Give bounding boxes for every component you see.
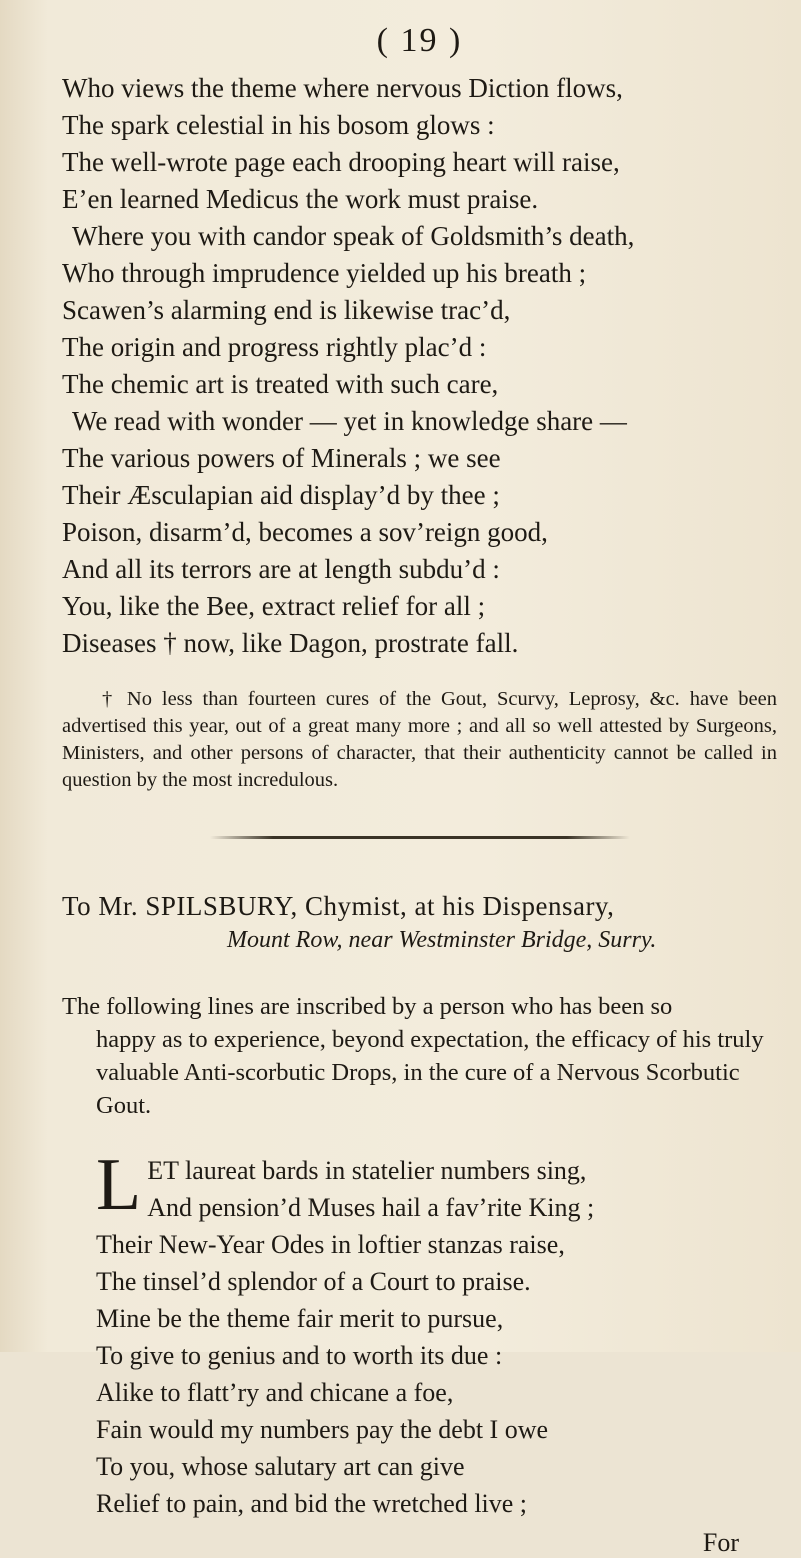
- poem-line: The spark celestial in his bosom glows :: [62, 110, 495, 140]
- poem-line: And pension’d Muses hail a fav’rite King ;: [147, 1193, 595, 1222]
- page-number: ( 19 ): [376, 22, 463, 59]
- poem-line: ET laureat bards in statelier numbers sing,: [147, 1156, 587, 1185]
- poem-line: The various powers of Minerals ; we see: [62, 443, 501, 473]
- address-subheading: Mount Row, near Westminster Bridge, Surry.: [227, 927, 657, 953]
- poem-line: You, like the Bee, extract relief for all ;: [62, 591, 486, 621]
- poem-line: The origin and progress rightly plac’d :: [62, 332, 487, 362]
- poem-line: E’en learned Medicus the work must praise.: [62, 184, 539, 214]
- poem-line: To give to genius and to worth its due :: [96, 1341, 503, 1370]
- intro-first-line: The following lines are inscribed by a person who has been so: [62, 993, 673, 1020]
- section-divider: [210, 836, 630, 839]
- poem-line: Poison, disarm’d, becomes a sov’reign good,: [62, 517, 548, 547]
- poem-line: The tinsel’d splendor of a Court to praise.: [96, 1267, 531, 1296]
- poem-line: Diseases † now, like Dagon, prostrate fall.: [62, 628, 519, 658]
- catchword: For: [702, 1528, 739, 1557]
- poem-line: The chemic art is treated with such care,: [62, 369, 499, 399]
- poem-line: Scawen’s alarming end is likewise trac’d,: [62, 295, 511, 325]
- poem-line: We read with wonder — yet in knowledge share —: [72, 406, 627, 436]
- poem-line: Mine be the theme fair merit to pursue,: [96, 1304, 504, 1333]
- poem-line: Who through imprudence yielded up his breath ;: [62, 258, 587, 288]
- poem-line: To you, whose salutary art can give: [96, 1452, 465, 1481]
- poem-line: Who views the theme where nervous Diction flows,: [62, 73, 623, 103]
- intro-continuation: happy as to experience, beyond expectation, the efficacy of his truly valuable Anti-scorbutic Drops, in the cure of a Nervous Scorbutic Gout.: [96, 1026, 764, 1119]
- dedication-intro: [62, 990, 777, 1122]
- poem-second: [62, 1144, 777, 1522]
- poem-line: Alike to flatt’ry and chicane a foe,: [96, 1378, 454, 1407]
- poem-line: And all its terrors are at length subdu’d :: [62, 554, 500, 584]
- poem-line: Their New-Year Odes in loftier stanzas raise,: [96, 1230, 565, 1259]
- poem-line: Their Æsculapian aid display’d by thee ;: [62, 480, 500, 510]
- poem-line: The well-wrote page each drooping heart will raise,: [62, 147, 620, 177]
- address-heading: To Mr. SPILSBURY, Chymist, at his Dispensary,: [62, 891, 615, 921]
- footnote: † No less than fourteen cures of the Gout, Scurvy, Leprosy, &c. have been advertised this year, out of a great many more ; and all so well attested by Surgeons, Ministers, and other persons of character, that their authenticity cannot be called in question by the most incredulous.: [62, 688, 777, 791]
- poem-line: Where you with candor speak of Goldsmith’s death,: [72, 221, 635, 251]
- drop-cap: L: [96, 1144, 142, 1226]
- poem-line: Fain would my numbers pay the debt I owe: [96, 1415, 549, 1444]
- poem-first: [62, 70, 777, 662]
- poem-line: Relief to pain, and bid the wretched live ;: [96, 1489, 528, 1518]
